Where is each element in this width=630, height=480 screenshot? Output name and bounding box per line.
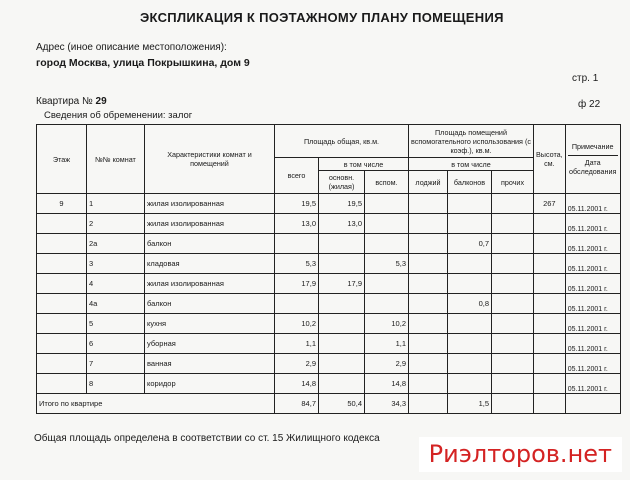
total-other [492,394,534,414]
cell-other [492,294,534,314]
cell-loggia [409,274,448,294]
cell-area-main: 13,0 [319,214,365,234]
cell-area-main [319,354,365,374]
header-note [565,125,620,194]
cell-area-aux: 1,1 [365,334,409,354]
cell-description: кухня [145,314,275,334]
cell-floor [37,274,87,294]
header-area-total: Площадь общая, кв.м. [275,125,409,158]
address-label: Адрес (иное описание местоположения): [36,42,227,53]
watermark-logo: Риэлторов.нет [419,437,622,472]
cell-area-total: 1,1 [275,334,319,354]
cell-room-no: 4а [87,294,145,314]
cell-balcony [448,214,492,234]
cell-description: жилая изолированная [145,214,275,234]
apartment-line [36,96,107,107]
table-row [37,294,621,314]
sheet-number: стр. 1 [572,73,599,84]
cell-loggia [409,294,448,314]
cell-loggia [409,234,448,254]
header-main: основн. (жилая) [319,171,365,194]
cell-balcony: 0,7 [448,234,492,254]
cell-height [534,274,566,294]
header-characteristics: Характеристики комнат и помещений [145,125,275,194]
header-aux-area: Площадь помещений вспомогательного использования (с коэф.), кв.м. [409,125,534,158]
cell-other [492,214,534,234]
cell-area-main [319,254,365,274]
explication-table [36,124,621,414]
total-area: 84,7 [275,394,319,414]
cell-area-main [319,314,365,334]
document-title: ЭКСПЛИКАЦИЯ К ПОЭТАЖНОМУ ПЛАНУ ПОМЕЩЕНИЯ [140,10,504,25]
header-area-all: всего [275,158,319,194]
cell-area-main: 17,9 [319,274,365,294]
cell-area-aux [365,294,409,314]
cell-description: жилая изолированная [145,274,275,294]
cell-balcony [448,374,492,394]
cell-area-total: 10,2 [275,314,319,334]
total-row [37,394,621,414]
cell-date: 05.11.2001 г. [565,294,620,314]
header-loggia: лоджий [409,171,448,194]
cell-room-no: 2 [87,214,145,234]
cell-balcony [448,314,492,334]
cell-loggia [409,194,448,214]
header-floor: Этаж [37,125,87,194]
cell-height [534,254,566,274]
cell-area-total: 2,9 [275,354,319,374]
cell-room-no: 2а [87,234,145,254]
cell-area-aux [365,194,409,214]
cell-height: 267 [534,194,566,214]
apartment-number: 29 [95,96,107,107]
cell-loggia [409,374,448,394]
cell-balcony [448,354,492,374]
cell-date: 05.11.2001 г. [565,334,620,354]
cell-description: уборная [145,334,275,354]
header-incl: в том числе [319,158,409,171]
header-date: Дата обследования [568,155,618,176]
cell-date: 05.11.2001 г. [565,314,620,334]
cell-area-aux [365,214,409,234]
cell-area-main [319,374,365,394]
cell-floor [37,334,87,354]
cell-room-no: 6 [87,334,145,354]
cell-area-total [275,234,319,254]
cell-other [492,314,534,334]
cell-height [534,294,566,314]
cell-room-no: 4 [87,274,145,294]
table-row [37,194,621,214]
cell-loggia [409,214,448,234]
total-main: 50,4 [319,394,365,414]
cell-area-aux: 5,3 [365,254,409,274]
cell-area-aux: 14,8 [365,374,409,394]
cell-balcony [448,254,492,274]
cell-floor [37,374,87,394]
cell-date: 05.11.2001 г. [565,254,620,274]
cell-description: балкон [145,234,275,254]
header-aux: вспом. [365,171,409,194]
cell-date: 05.11.2001 г. [565,274,620,294]
cell-area-total: 19,5 [275,194,319,214]
cell-date: 05.11.2001 г. [565,194,620,214]
cell-loggia [409,354,448,374]
cell-floor [37,294,87,314]
cell-area-aux: 10,2 [365,314,409,334]
header-height: Высота, см. [534,125,566,194]
table-row [37,214,621,234]
cell-balcony [448,194,492,214]
cell-loggia [409,334,448,354]
cell-height [534,374,566,394]
table-row [37,274,621,294]
cell-date: 05.11.2001 г. [565,214,620,234]
cell-description: ванная [145,354,275,374]
cell-area-main: 19,5 [319,194,365,214]
total-aux: 34,3 [365,394,409,414]
total-note [565,394,620,414]
table-row [37,314,621,334]
cell-room-no: 5 [87,314,145,334]
cell-room-no: 7 [87,354,145,374]
cell-height [534,334,566,354]
cell-area-aux [365,234,409,254]
cell-height [534,314,566,334]
header-room-no: №№ комнат [87,125,145,194]
cell-other [492,194,534,214]
total-balcony: 1,5 [448,394,492,414]
cell-area-total: 5,3 [275,254,319,274]
cell-height [534,354,566,374]
header-balcony: балконов [448,171,492,194]
cell-floor [37,314,87,334]
cell-floor [37,214,87,234]
cell-date: 05.11.2001 г. [565,354,620,374]
cell-area-total: 13,0 [275,214,319,234]
encumbrance-info: Сведения об обременении: залог [44,110,193,121]
cell-room-no: 8 [87,374,145,394]
cell-balcony: 0,8 [448,294,492,314]
cell-area-main [319,294,365,314]
cell-floor [37,354,87,374]
cell-other [492,234,534,254]
header-other: прочих [492,171,534,194]
cell-balcony [448,274,492,294]
cell-other [492,354,534,374]
total-label: Итого по квартире [37,394,275,414]
cell-room-no: 1 [87,194,145,214]
header-incl2: в том числе [409,158,534,171]
cell-description: балкон [145,294,275,314]
cell-other [492,274,534,294]
table-row [37,234,621,254]
form-number: ф 22 [578,99,601,110]
cell-description: жилая изолированная [145,194,275,214]
cell-loggia [409,314,448,334]
cell-floor [37,254,87,274]
header-note-label: Примечание [571,142,614,151]
table-body [37,194,621,394]
cell-other [492,254,534,274]
cell-floor: 9 [37,194,87,214]
cell-area-aux [365,274,409,294]
table-row [37,374,621,394]
total-height [534,394,566,414]
cell-area-total [275,294,319,314]
cell-balcony [448,334,492,354]
cell-date: 05.11.2001 г. [565,234,620,254]
cell-height [534,214,566,234]
cell-floor [37,234,87,254]
cell-area-aux: 2,9 [365,354,409,374]
table-row [37,254,621,274]
cell-area-total: 17,9 [275,274,319,294]
cell-area-main [319,334,365,354]
table-row [37,334,621,354]
cell-loggia [409,254,448,274]
cell-area-total: 14,8 [275,374,319,394]
cell-other [492,334,534,354]
cell-description: кладовая [145,254,275,274]
table-row [37,354,621,374]
apartment-label: Квартира № [36,96,93,107]
cell-other [492,374,534,394]
cell-description: коридор [145,374,275,394]
address-value: город Москва, улица Покрышкина, дом 9 [36,57,250,69]
cell-room-no: 3 [87,254,145,274]
cell-height [534,234,566,254]
cell-date: 05.11.2001 г. [565,374,620,394]
footer-note: Общая площадь определена в соответствии со ст. 15 Жилищного кодекса [34,433,380,444]
total-loggia [409,394,448,414]
cell-area-main [319,234,365,254]
